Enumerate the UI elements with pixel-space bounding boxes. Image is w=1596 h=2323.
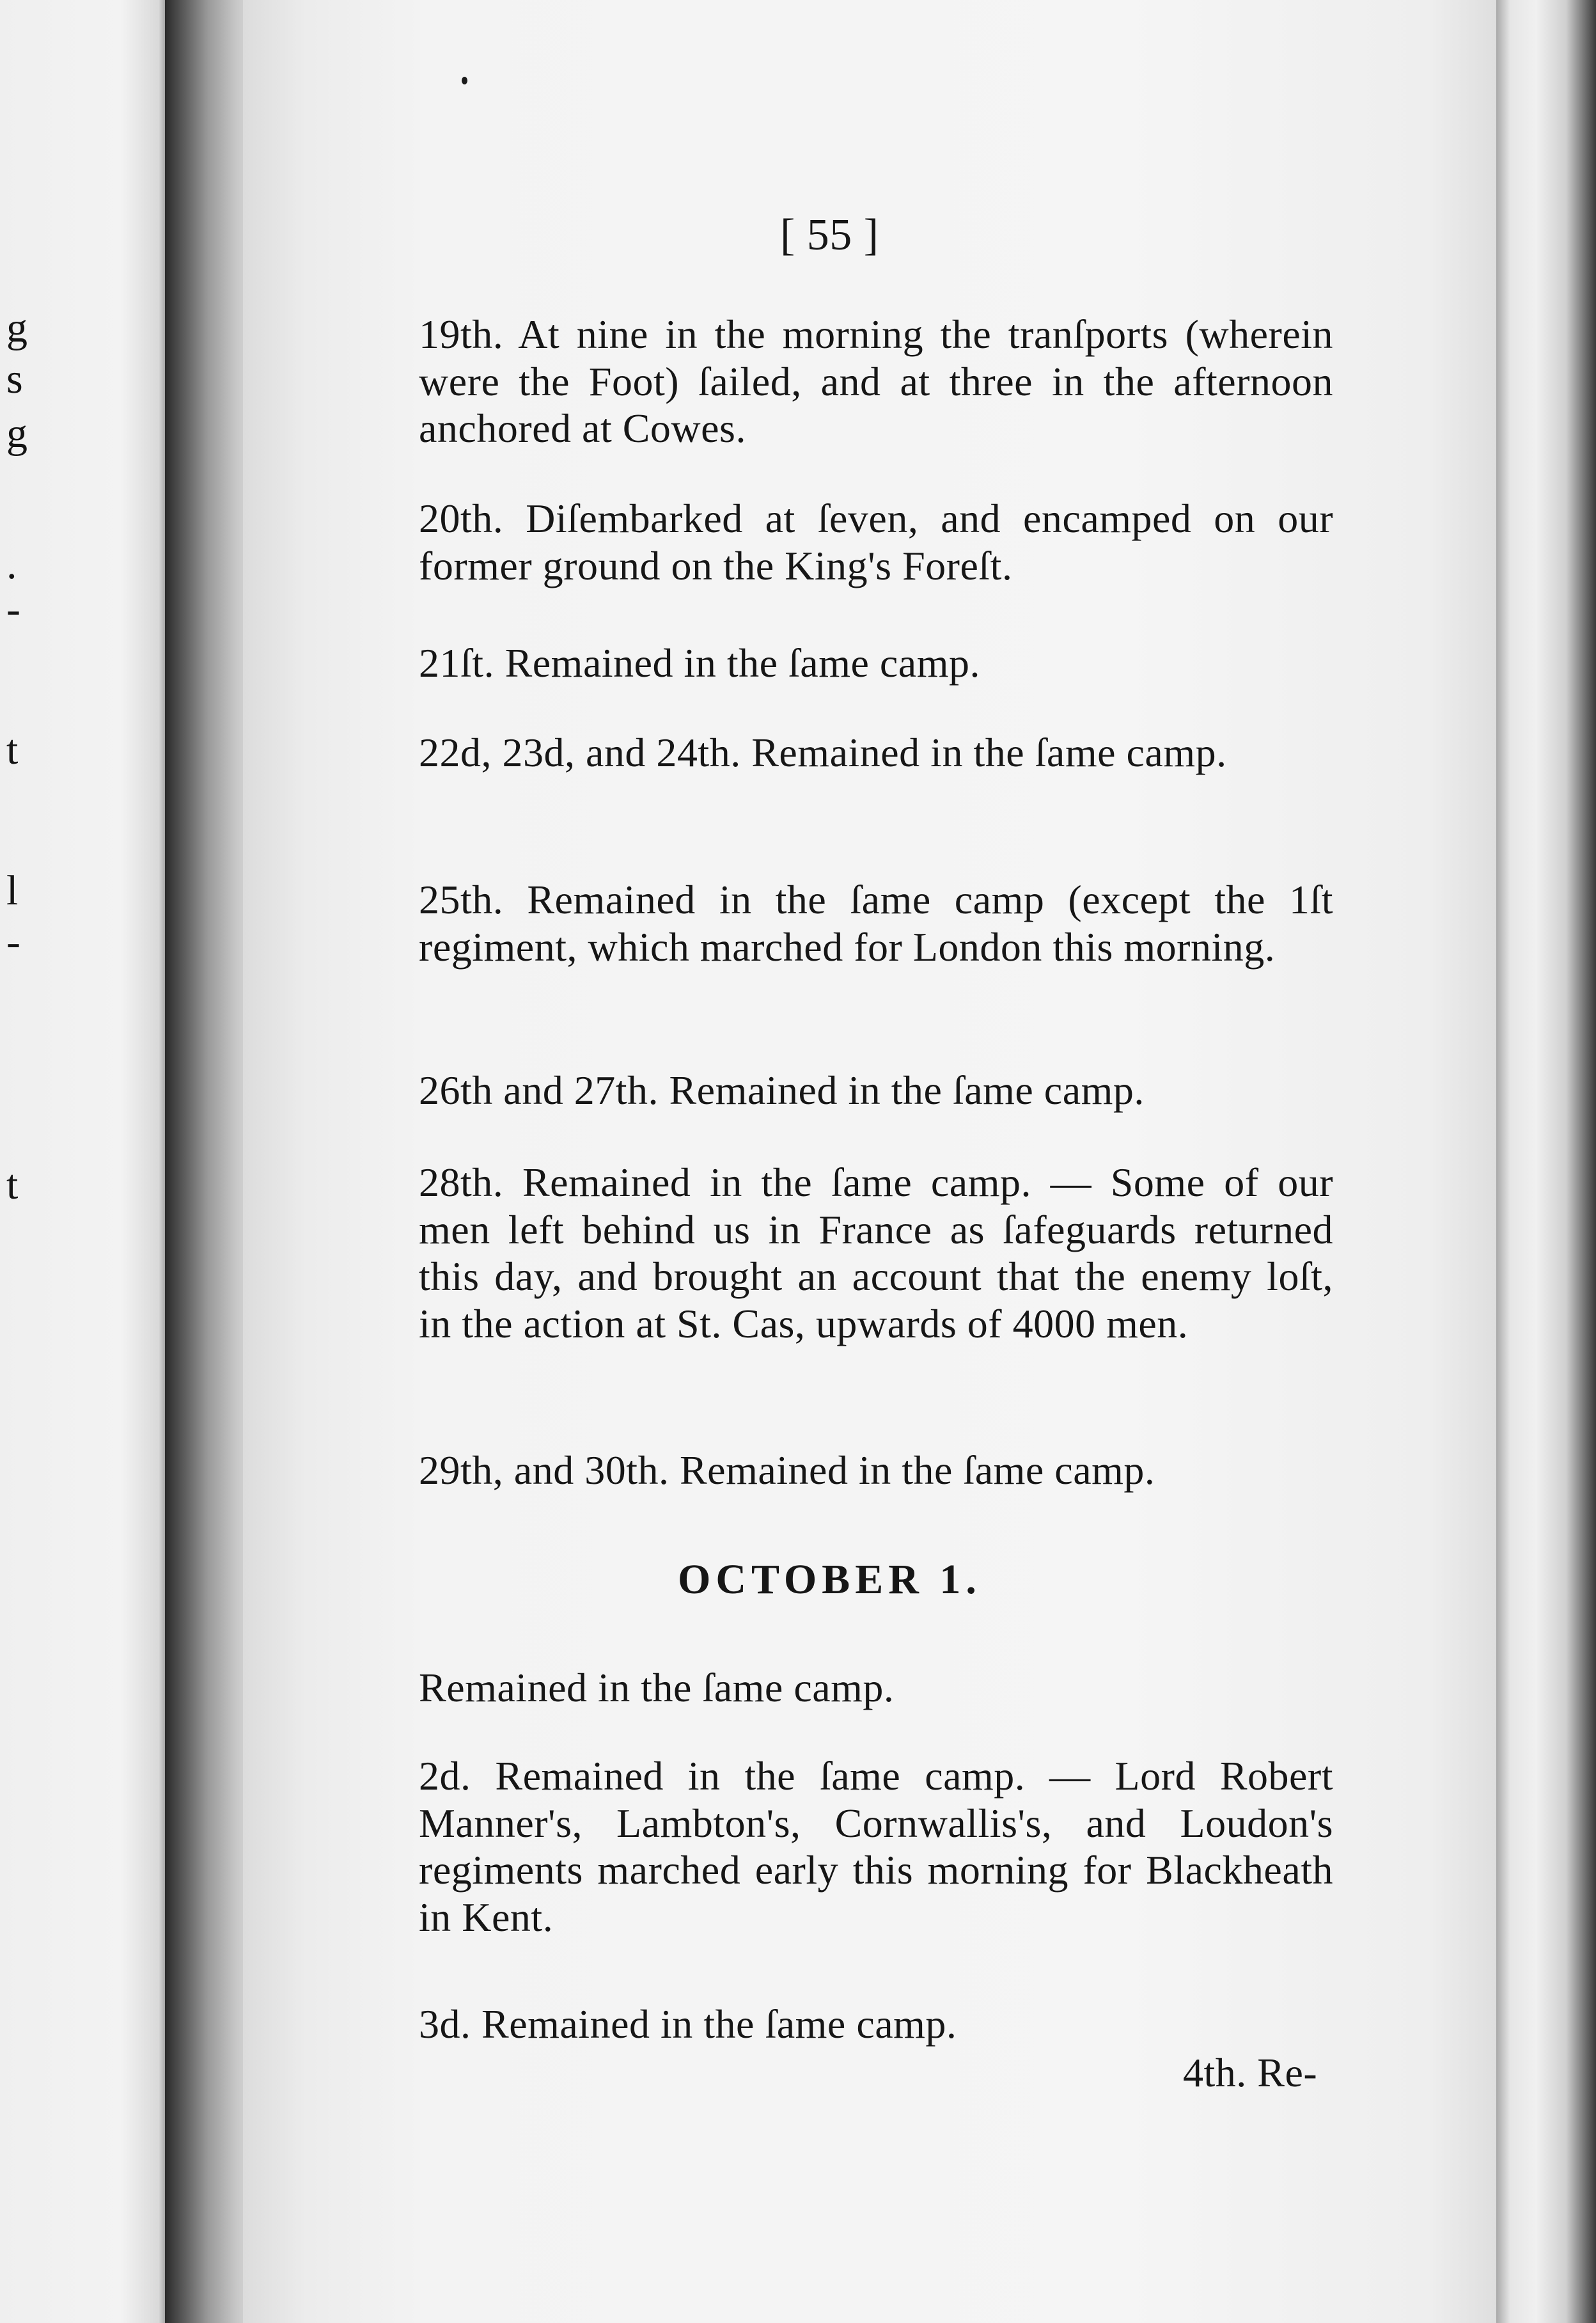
left-page-fragment: t <box>6 727 19 773</box>
journal-entry-october-3d: 3d. Remained in the ſame camp. <box>419 2001 957 2047</box>
journal-entry-20th: 20th. Diſembarked at ſeven, and encamped on our former ground on the King's Foreſt. <box>419 496 1333 588</box>
left-page-fragment: - <box>6 586 20 633</box>
journal-entry-29th-30th: 29th, and 30th. Remained in the ſame camp. <box>419 1447 1155 1493</box>
left-page-edge <box>0 0 173 2323</box>
journal-entry-22d-24th: 22d, 23d, and 24th. Remained in the ſame camp. <box>419 730 1227 775</box>
journal-entry-21st: 21ſt. Remained in the ſame camp. <box>419 640 980 686</box>
journal-entry-26th-27th: 26th and 27th. Remained in the ſame camp. <box>419 1067 1145 1113</box>
left-page-fragment: l <box>6 867 19 914</box>
ink-speck <box>462 77 467 84</box>
journal-entry-19th: 19th. At nine in the morning the tranſports (wherein were the Foot) ſailed, and at three in the afternoon anchored at Cowes. <box>419 311 1333 452</box>
catchword: 4th. Re- <box>1183 2050 1318 2095</box>
left-page-fragment: - <box>6 918 20 965</box>
left-page-fragment: s <box>6 356 23 402</box>
left-page-fragment: g <box>6 410 27 457</box>
left-page-fragment: g <box>6 304 27 351</box>
journal-entry-25th: 25th. Remained in the ſame camp (except the 1ſt regiment, which marched for London this morning. <box>419 877 1333 970</box>
journal-entry-28th: 28th. Remained in the ſame camp. — Some of our men left behind us in France as ſafeguards returned this day, and brought an account that the enemy loſt, in the action at St. Cas, upwards of 4000 men. <box>419 1160 1333 1346</box>
journal-entry-october-2d: 2d. Remained in the ſame camp. — Lord Robert Manner's, Lambton's, Cornwallis's, and Loudon's regiments marched early this morning for Blackheath in Kent. <box>419 1753 1333 1940</box>
left-page-fragment: . <box>6 541 17 588</box>
page-number: [ 55 ] <box>780 210 879 260</box>
journal-entry-october-1: Remained in the ſame camp. <box>419 1665 895 1710</box>
left-page-fragment: t <box>6 1162 19 1208</box>
month-heading: OCTOBER 1. <box>678 1556 982 1603</box>
page-right-edge <box>1496 0 1596 2323</box>
